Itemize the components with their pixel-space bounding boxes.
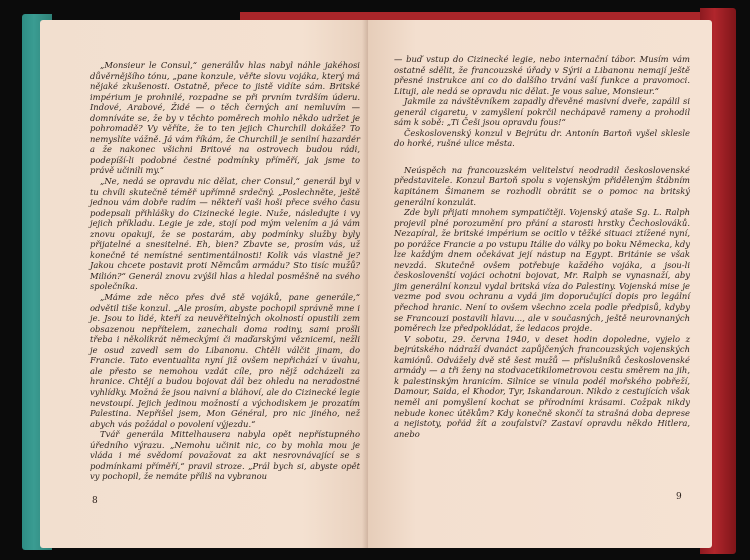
right-paragraph-1: — buď vstup do Cizinecké legie, nebo internační tábor. Musím vám ostatně sdělit, že francouzské úřady v Sýrii a Libanonu nemají ještě přesné instrukce ani co do dalšího trvání vaší funkce a pravomoci. Lituji, ale nedá se opravdu nic dělat. Je vous salue, Monsieur.“ <box>394 54 690 96</box>
left-paragraph-3: „Máme zde něco přes dvě stě vojáků, pane generále,“ odvětil tiše konzul. „Ale prosím, abyste pochopil správně mne i je. Jsou to lidé, kteří za neuvěřitelných okolností opustili zem obsazenou nepřítelem, zanechali doma rodiny, sami prošli třeba i několikrát německými či maďarskými věznicemi, nežli je osud zavedl sem do Libanonu. Chtěli válčit jinam, do Francie. Tato eventualita nyní již ovšem nepřichází v úvahu, ale přesto se nemohou vzdát cíle, pro nějž odcházeli za hranice. Chtějí a budou bojovat dál bez ohledu na neradostné vyhlídky. Možná že jsou naivní a bláhoví, ale do Cizinecké legie nevstoupí. Jejich jedinou možností a východiskem je prozatím Palestina. Nepřišel jsem, Mon Général, pro nic jiného, než abych vás požádal o povolení výjezdu.“ <box>90 292 360 429</box>
right-paragraph-3: Československý konzul v Bejrútu dr. Antonín Bartoň vyšel skleslе do horké, rušné ulice města. <box>394 127 690 149</box>
left-page-number: 8 <box>92 496 98 506</box>
right-paragraph-6: V sobotu, 29. června 1940, v deset hodin dopoledne, vyjelo z bejrútského nádraží dvanáct zapůjčených francouzských vojenských kamiónů. Odvážely dvě stě šest mužů — příslušníků československé armády — a tři ženy na stodvacetikilometrovou cestu směrem na jih, k palestinským hranicím. Silnice se vinula podél mořského pobřeží, Damour, Saida, el Khodor, Tyr, Iskandaroun. Nikdo z cestujících však neměl ani pomyšlení kochat se přírodními krásami. Cožpak nikdy nebude konec útěkům? Kdy konečně skončí ta strašná doba deprese a nejistoty, pořád žít a zoufalství? Zastaví opravdu někdo Hitlera, anebo <box>394 333 690 439</box>
right-page <box>368 20 712 548</box>
left-paragraph-4: Tvář generála Mittelhausera nabyla opět nepřístupného úředního výrazu. „Nemohu učinit nic, co by mohla mou je vláda i mé svědomí považovat za akt nesrovnávající se s podmínkami příměří,“ pravil stroze. „Prál bych si, abyste opět vy pochopil, že nemáte příliš na vybranou <box>90 429 360 482</box>
left-page-text <box>90 60 360 482</box>
left-paragraph-2: „Ne, nedá se opravdu nic dělat, cher Consul,“ generál byl v tu chvíli skutečně téměř upřímně srdečný. „Poslechněte, ještě jednou vám dobře radím — někteří vaši hoši přece svého času podepsali přihlášky do Cizinecké legie. Nuže, následujte i vy jejich příkladu. Legie je zde, stojí pod mým velením a já vám znovu opakuji, že se postarám, aby podmínky služby byly přijatelné a snesitelné. Eh, bien? Zbavte se, prosím vás, už konečně té nemístné sentimentálnosti! Kolik vás vlastně je? Jakou chcete postavit proti Němcům armádu? Sto tisíc mužů? Milión?“ Generál znovu zvýšil hlas a hledal posměšně na svého společníka. <box>90 176 360 292</box>
left-paragraph-1: „Monsieur le Consul,“ generálův hlas nabyl náhle jakéhosi důvěrnějšího tónu, „pane konzule, věřte slovu vojáka, který má nějaké zkušenosti. Ostatně, přece to jistě vidíte sám. Britské impérium je prohnilé, rozpadne se při prvním tvrdším úderu. Indové, Arabové, Židé — o těch černých ani nemluvím — domníváte se, že by v těchto poměrech mohlo někdo udržet je pohromadě? Vy věříte, že to ten jejich Churchill dokáže? To nemyslíte vážně. Já vám říkám, že Churchill je senilní hazardér a že nakonec všichni Britové na ostrovech budou rádi, podepíší-li podobné čestné podmínky příměří, jak jsme to právě učinili my.“ <box>90 60 360 176</box>
right-page-number: 9 <box>676 492 682 502</box>
right-page-text <box>394 54 690 439</box>
right-paragraph-4: Neúspěch na francouzském velitelství neodradil československé představitele. Konzul Bartoň spolu s vojenským přiděleným štábním kapitánem Šimanem se rozhodli obrátit se o pomoc na britský generální konzulát. <box>394 164 690 207</box>
right-paragraph-5: Zde byli přijati mnohem sympatičtěji. Vojenský ataše Sg. L. Ralph projevil plné porozumění pro přání a starosti hrstky Čechoslováků. Nezapíral, že britské impérium se ocitlo v těžké situaci ztížené nyní, po porážce Francie a po vstupu Itálie do války po boku Německa, kdy lze každým dnem očekávat její nástup na Egypt. Británie se však nevzdá. Skutečně ovšem potřebuje každého vojáka, a jsou-li českoslovenští vojáci ochotni bojovat, Mr. Ralph se vynasnaží, aby jim generální konzul vydal britská víza do Palestiny. Vojenská mise je vezme pod svou ochranu a vydá jim doporučující dopis pro legální přechod hranic. Není to ovšem všechno zcela podle předpisů, kdyby se Francouzi postavili hlavu..., ale v současných, ještě neurovnaných poměrech lze předpokládat, že ledacos projde. <box>394 207 690 334</box>
right-paragraph-2: Jakmile za návštěvníkem zapadly dřevěné masivní dveře, zapálil si generál cigaretu, v zamyšlení pokrčil nechápavě rameny a prohodil sám k sobě: „Ti Češi jsou opravdu fous!“ <box>394 96 690 128</box>
left-page <box>40 20 368 548</box>
